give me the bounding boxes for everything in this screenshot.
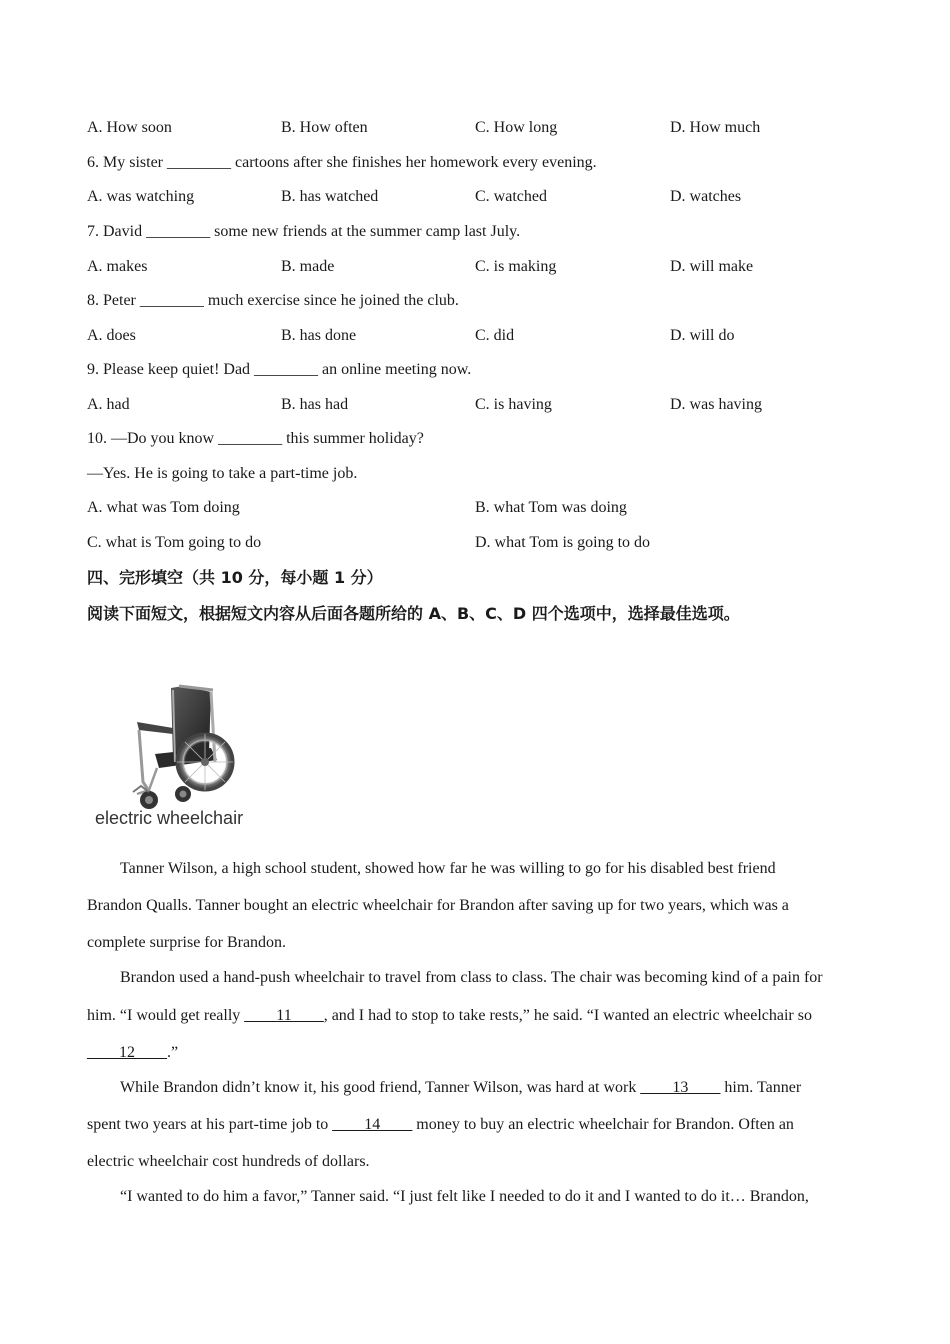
q7-stem: 7. David ________ some new friends at the summer camp last July. [87,223,521,240]
option-c: C. is having [475,396,552,413]
figure-caption: electric wheelchair [95,808,244,828]
option-b: B. made [281,258,335,275]
passage-text: spent two years at his part-time job to [87,1116,333,1133]
section-instruction: 阅读下面短文，根据短文内容从后面各题所给的 A、B、C、D 四个选项中，选择最佳选项。 [87,604,740,623]
q8-stem: 8. Peter ________ much exercise since he joined the club. [87,292,459,309]
option-d: D. will do [670,327,735,344]
option-d: D. what Tom is going to do [475,534,651,551]
section-heading: 四、完形填空（共 10 分，每小题 1 分） [87,568,383,587]
q10-stem: 10. —Do you know ________ this summer holiday? [87,430,424,447]
q6-options [87,187,867,207]
q8-options [87,326,867,346]
option-b: B. has watched [281,188,379,205]
passage-text: money to buy an electric wheelchair for Brandon. Often an [412,1116,794,1133]
option-a: A. what was Tom doing [87,499,240,516]
q7-options [87,257,867,277]
option-a: A. does [87,327,136,344]
blank-13: ____13____ [640,1079,721,1096]
passage-line: Brandon used a hand-push wheelchair to travel from class to class. The chair was becoming kind of a pain for [120,969,823,986]
q10-options-row2 [87,533,867,553]
option-b: B. has had [281,396,349,413]
option-b: B. has done [281,327,357,344]
passage-line: “I wanted to do him a favor,” Tanner said. “I just felt like I needed to do it and I wanted to do it… Brandon, [120,1188,809,1205]
q9-options [87,395,867,415]
blank-14: ____14____ [332,1116,413,1133]
passage-text: , and I had to stop to take rests,” he said. “I wanted an electric wheelchair so [323,1007,812,1024]
passage-line [87,1043,859,1063]
passage-line: electric wheelchair cost hundreds of dollars. [87,1153,370,1170]
passage-text: him. “I would get really [87,1007,245,1024]
option-c: C. is making [475,258,557,275]
passage-line [87,1115,859,1135]
option-a: A. makes [87,258,148,275]
q10-options-row1 [87,498,867,518]
option-d: D. How much [670,119,761,136]
option-c: C. did [475,327,515,344]
passage-text: .” [167,1044,179,1061]
passage-line [120,1078,892,1098]
option-d: D. was having [670,396,762,413]
option-a: A. How soon [87,119,172,136]
q9-stem: 9. Please keep quiet! Dad ________ an online meeting now. [87,361,472,378]
passage-text: him. Tanner [720,1079,802,1096]
passage-line: complete surprise for Brandon. [87,934,287,951]
passage-text: While Brandon didn’t know it, his good friend, Tanner Wilson, was hard at work [120,1079,641,1096]
option-c: C. How long [475,119,558,136]
option-c: C. watched [475,188,547,205]
option-a: A. was watching [87,188,195,205]
q6-stem: 6. My sister ________ cartoons after she finishes her homework every evening. [87,154,597,171]
passage-line: Tanner Wilson, a high school student, showed how far he was willing to go for his disabled best friend [120,860,776,877]
q10-reply: —Yes. He is going to take a part-time job. [87,465,358,482]
option-a: A. had [87,396,130,413]
blank-11: ____11____ [244,1007,324,1024]
blank-12: ____12____ [87,1044,167,1061]
option-d: D. watches [670,188,742,205]
q5-options [87,118,867,138]
option-c: C. what is Tom going to do [87,534,262,551]
option-b: B. what Tom was doing [475,499,627,516]
option-d: D. will make [670,258,754,275]
passage-line [87,1006,859,1026]
option-b: B. How often [281,119,368,136]
passage-line: Brandon Qualls. Tanner bought an electric wheelchair for Brandon after saving up for two years, which was a [87,897,789,914]
